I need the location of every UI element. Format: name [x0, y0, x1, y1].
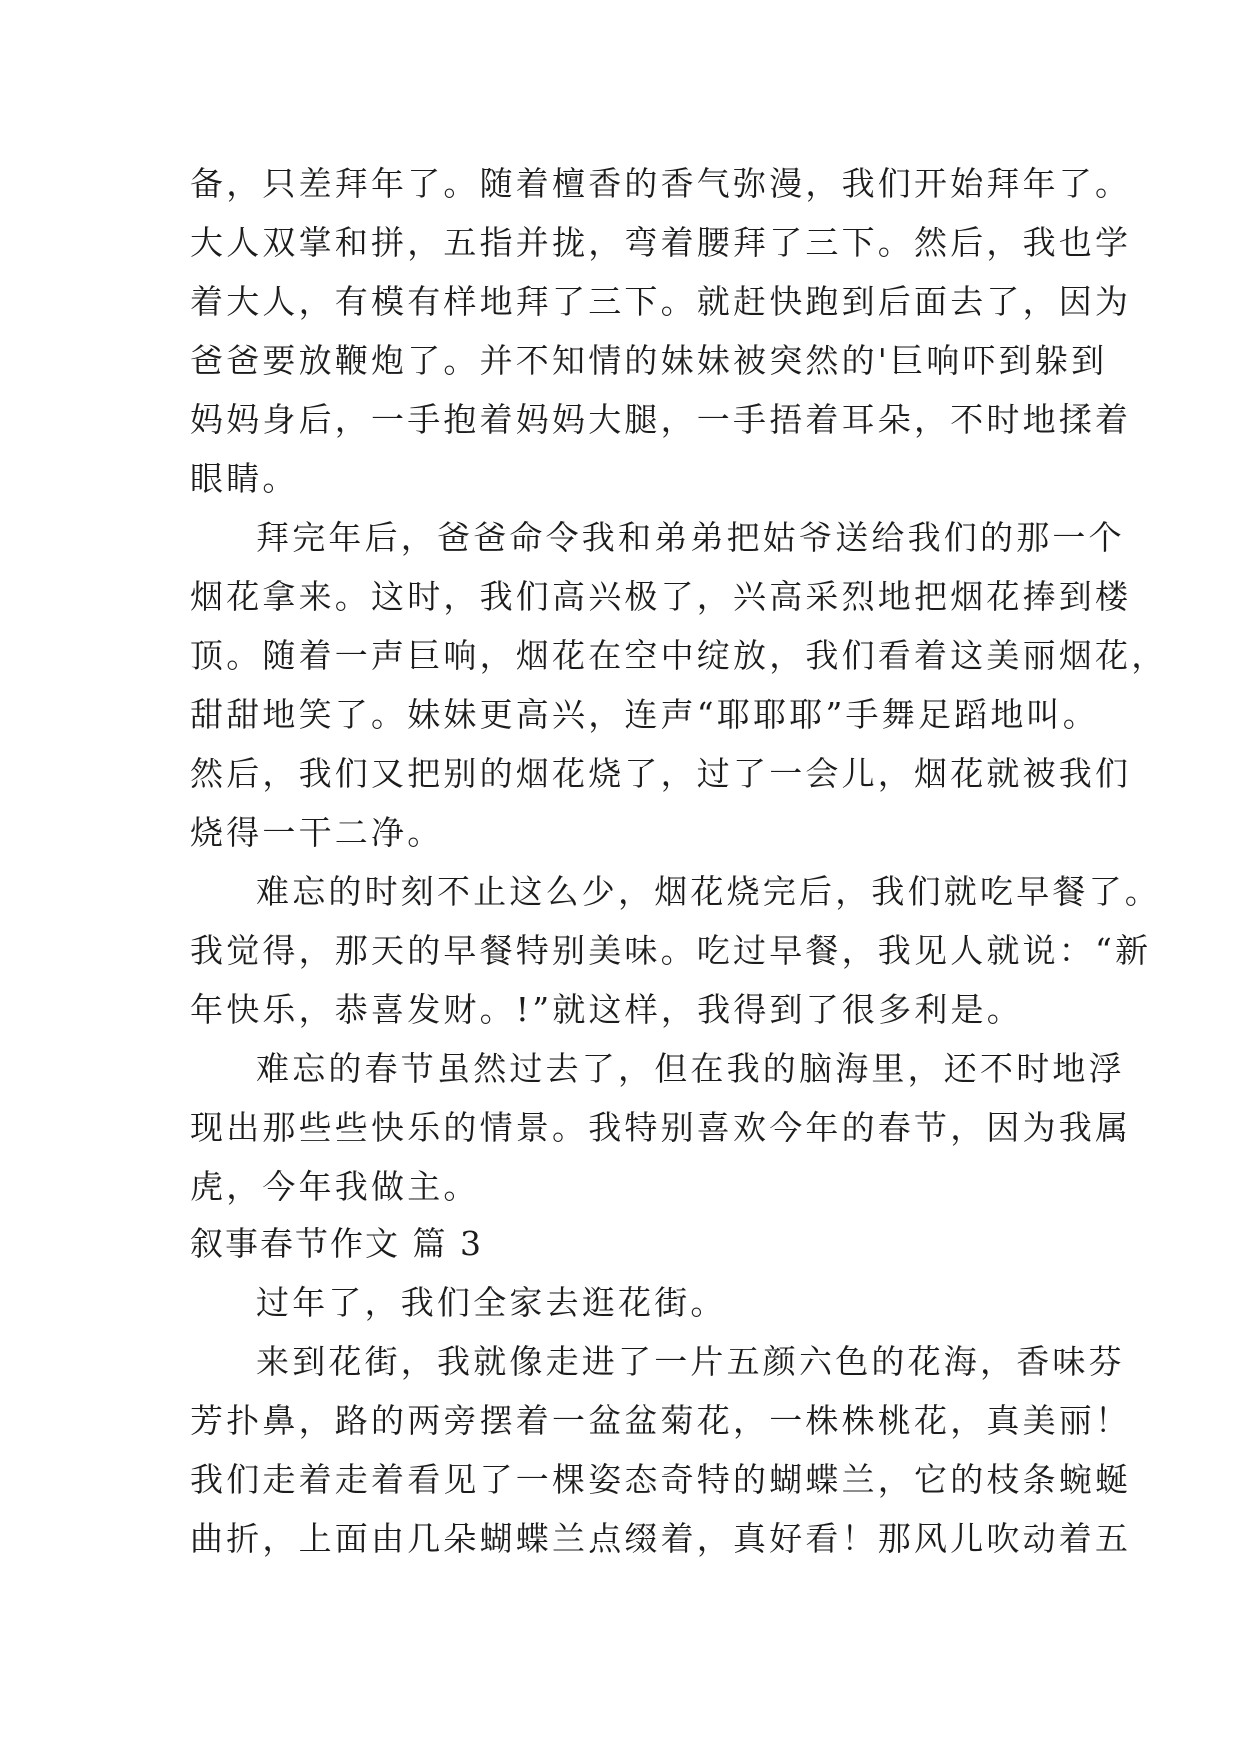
- text-line: 芳扑鼻，路的两旁摆着一盆盆菊花，一株株桃花，真美丽！: [190, 1401, 1132, 1440]
- text-line: 曲折，上面由几朵蝴蝶兰点缀着，真好看！那风儿吹动着五: [190, 1519, 1132, 1558]
- text-line: 爸爸要放鞭炮了。并不知情的妹妹被突然的'巨响吓到躲到: [190, 341, 1108, 380]
- paragraph-first-line: 来到花街，我就像走进了一片五颜六色的花海，香味芬: [256, 1342, 1125, 1381]
- text-line: 我们走着走着看见了一棵姿态奇特的蝴蝶兰，它的枝条蜿蜒: [190, 1460, 1132, 1499]
- paragraph-first-line: 过年了，我们全家去逛花街。: [256, 1283, 727, 1322]
- text-line: 着大人，有模有样地拜了三下。就赶快跑到后面去了，因为: [190, 282, 1132, 321]
- paragraph-first-line: 难忘的时刻不止这么少，烟花烧完后，我们就吃早餐了。: [256, 872, 1161, 911]
- text-line: 年快乐，恭喜发财。!”就这样，我得到了很多利是。: [190, 990, 1023, 1029]
- text-line: 现出那些些快乐的情景。我特别喜欢今年的春节，因为我属: [190, 1108, 1132, 1147]
- text-line: 顶。随着一声巨响，烟花在空中绽放，我们看着这美丽烟花，: [190, 636, 1168, 675]
- text-line: 烟花拿来。这时，我们高兴极了，兴高采烈地把烟花捧到楼: [190, 577, 1132, 616]
- text-line: 眼睛。: [190, 459, 299, 498]
- text-line: 然后，我们又把别的烟花烧了，过了一会儿，烟花就被我们: [190, 754, 1132, 793]
- paragraph-first-line: 难忘的春节虽然过去了，但在我的脑海里，还不时地浮: [256, 1049, 1125, 1088]
- text-line: 妈妈身后，一手抱着妈妈大腿，一手捂着耳朵，不时地揉着: [190, 400, 1132, 439]
- text-line: 甜甜地笑了。妹妹更高兴，连声“耶耶耶”手舞足蹈地叫。: [190, 695, 1099, 734]
- text-line: 虎，今年我做主。: [190, 1167, 480, 1206]
- text-line: 备，只差拜年了。随着檀香的香气弥漫，我们开始拜年了。: [190, 164, 1132, 203]
- text-line: 烧得一干二净。: [190, 813, 444, 852]
- section-heading: 叙事春节作文 篇 3: [190, 1224, 483, 1263]
- paragraph-first-line: 拜完年后，爸爸命令我和弟弟把姑爷送给我们的那一个: [256, 518, 1125, 557]
- text-line: 大人双掌和拼，五指并拢，弯着腰拜了三下。然后，我也学: [190, 223, 1132, 262]
- text-line: 我觉得，那天的早餐特别美味。吃过早餐，我见人就说：“新: [190, 931, 1152, 970]
